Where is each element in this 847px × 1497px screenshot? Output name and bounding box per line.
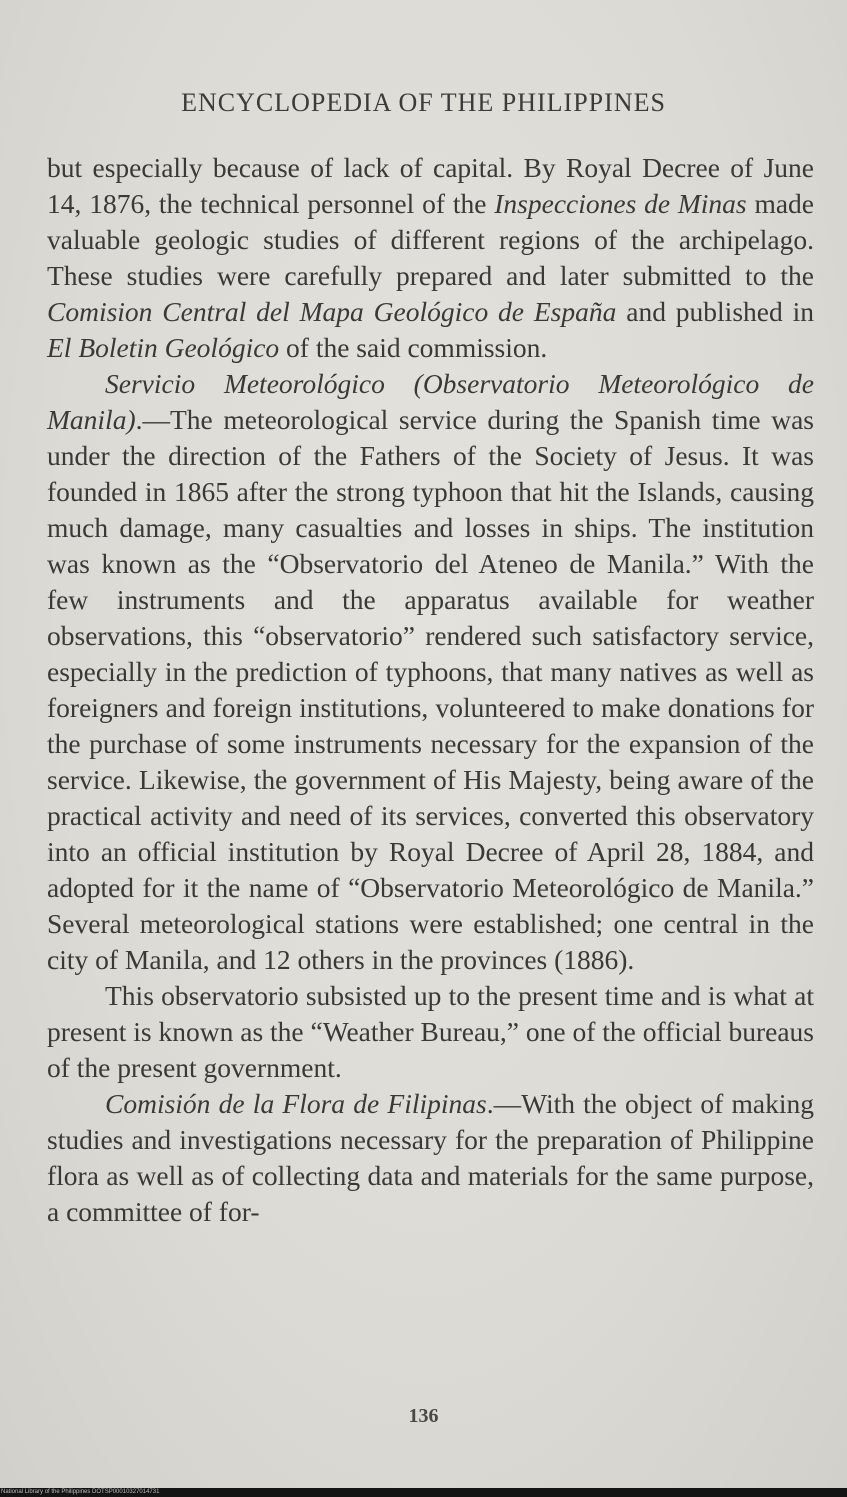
running-header: ENCYCLOPEDIA OF THE PHILIPPINES: [181, 88, 666, 117]
section-heading-italic: Servicio Meteorológico (Observatorio Meteorológico de Manila): [47, 368, 814, 435]
italic-term: El Boletin Geológico: [47, 332, 280, 363]
scan-identifier: National Library of the Philippines DOTSP00010327014731: [1, 1489, 160, 1495]
body-text: [47, 150, 814, 1230]
italic-term: Inspecciones de Minas: [494, 188, 747, 219]
text-segment: .—The meteorological service during the Spanish time was under the direction of the Fathers of the Society of Jesus. It was founded in 1865 after the strong typhoon that hit the Islands, causing much damage, many casualties and losses in ships. The institution was known as the “Observatorio del Ateneo de Manila.” With the few instruments and the apparatus available for weather observations, this “observatorio” rendered such satisfactory service, especially in the prediction of typhoons, that many natives as well as foreigners and foreign institutions, volunteered to make donations for the purchase of some instruments necessary for the expansion of the service. Likewise, the government of His Majesty, being aware of the practical activity and need of its services, converted this observatory into an official institution by Royal Decree of April 28, 1884, and adopted for it the name of “Observatorio Meteorológico de Manila.” Several meteorological stations were established; one central in the city of Manila, and 12 others in the provinces (1886).: [47, 404, 814, 975]
section-heading-italic: Comisión de la Flora de Filipinas: [105, 1088, 487, 1119]
italic-term: Comision Central del Mapa Geológico de España: [47, 296, 617, 327]
paragraph-comision-flora: [47, 1086, 814, 1230]
paragraph-servicio-meteorologico: [47, 366, 814, 978]
text-segment: made valuable geologic studies of different regions of the archipelago. These studies were carefully prepared and later submitted to the: [47, 188, 814, 291]
text-segment: and published in: [616, 296, 814, 327]
page-number: 136: [408, 1405, 439, 1427]
scan-footer-strip: [0, 1488, 847, 1497]
text-segment: .—With the object of making studies and investigations necessary for the preparation of Philippine flora as well as of collecting data and materials for the same purpose, a committee of for-: [47, 1088, 814, 1227]
text-segment: of the said commission.: [279, 332, 548, 363]
paragraph-geologic-studies: [47, 150, 814, 366]
text-segment: This observatorio subsisted up to the present time and is what at present is known as the “Weather Bureau,” one of the official bureaus of the present government.: [47, 980, 814, 1083]
text-segment: but especially because of lack of capital. By Royal Decree of June 14, 1876, the technical personnel of the: [47, 152, 814, 219]
paragraph-weather-bureau: [47, 978, 814, 1086]
